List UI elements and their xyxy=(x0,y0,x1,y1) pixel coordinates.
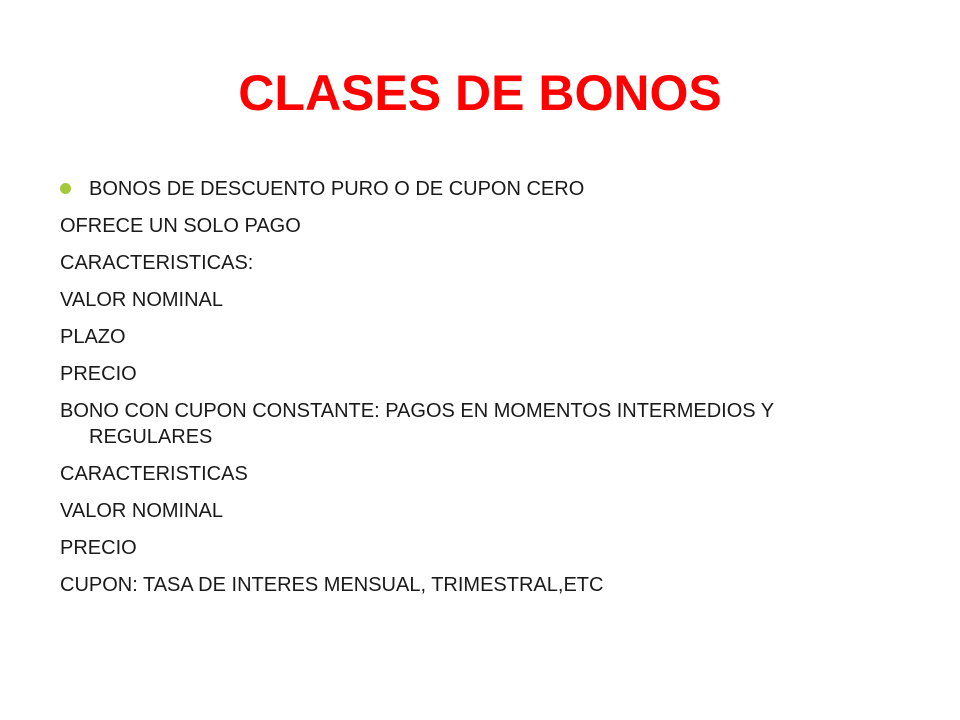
bullet-text: BONOS DE DESCUENTO PURO O DE CUPON CERO xyxy=(89,178,585,200)
text-line: VALOR NOMINAL xyxy=(60,500,223,522)
slide-title: CLASES DE BONOS xyxy=(238,65,722,121)
text-line: PRECIO xyxy=(60,537,137,559)
text-line: VALOR NOMINAL xyxy=(60,289,223,311)
slide-content xyxy=(60,176,900,609)
text-line: OFRECE UN SOLO PAGO xyxy=(60,215,301,237)
text-line: BONO CON CUPON CONSTANTE: PAGOS EN MOMENTOS INTERMEDIOS Y REGULARES xyxy=(60,400,774,448)
text-line: CARACTERISTICAS: xyxy=(60,252,254,274)
text-line: PLAZO xyxy=(60,326,126,348)
text-line: CARACTERISTICAS xyxy=(60,463,248,485)
text-line: PRECIO xyxy=(60,363,137,385)
bullet-item xyxy=(60,176,900,202)
bullet-dot-icon xyxy=(60,183,71,194)
text-line: CUPON: TASA DE INTERES MENSUAL, TRIMESTRAL,ETC xyxy=(60,574,604,596)
